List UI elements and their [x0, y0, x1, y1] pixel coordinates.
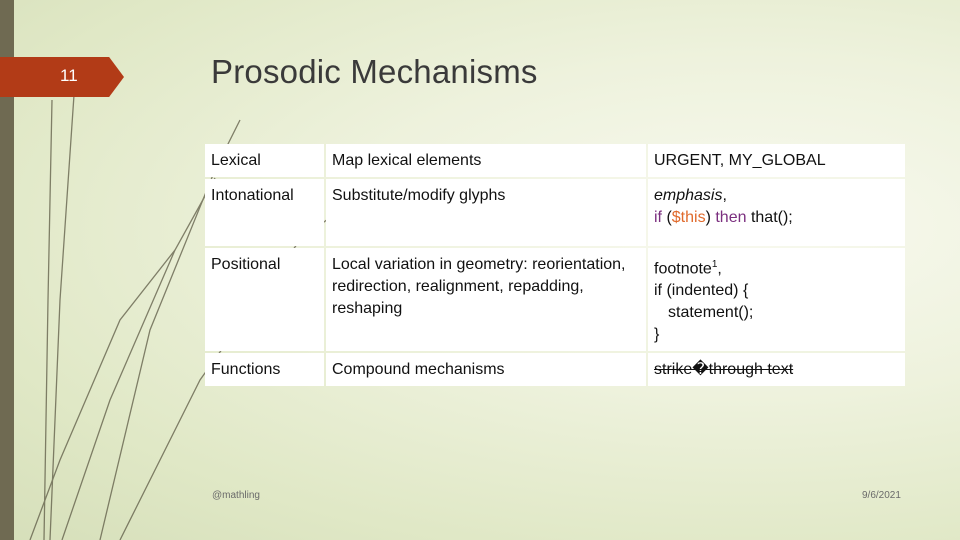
table-row	[205, 144, 905, 177]
code-paren-close: )	[705, 209, 716, 226]
mechanism-example	[648, 353, 905, 386]
footer-author: @mathling	[212, 490, 260, 501]
code-line-indented: statement();	[668, 304, 754, 322]
mechanism-name: Positional	[205, 248, 324, 351]
mechanism-name: Intonational	[205, 179, 324, 246]
footer-date: 9/6/2021	[862, 490, 901, 501]
code-paren-open: (	[662, 209, 672, 226]
code-keyword-if: if	[654, 209, 662, 226]
mechanism-name: Functions	[205, 353, 324, 386]
mechanisms-table	[203, 142, 907, 388]
mechanism-name: Lexical	[205, 144, 324, 177]
comma: ,	[717, 260, 722, 278]
emphasis-example: emphasis	[654, 187, 723, 204]
strikethrough-example: strike�through text	[654, 361, 794, 379]
code-rest: that();	[746, 209, 793, 226]
mechanism-description: Substitute/modify glyphs	[326, 179, 646, 246]
slide-title: Prosodic Mechanisms	[211, 53, 538, 90]
mechanism-example	[648, 248, 905, 351]
slide-number: 11	[60, 66, 78, 85]
footnote-word: footnote	[654, 260, 712, 278]
code-keyword-then: then	[715, 209, 747, 226]
mechanism-description: Local variation in geometry: reorientation, redirection, realignment, repadding, reshaping	[326, 248, 646, 351]
mechanism-description: Map lexical elements	[326, 144, 646, 177]
table-row	[205, 248, 905, 351]
mechanism-example	[648, 179, 905, 246]
table-row	[205, 353, 905, 386]
code-line: }	[654, 326, 660, 344]
mechanism-example: URGENT, MY_GLOBAL	[648, 144, 905, 177]
table-row	[205, 179, 905, 246]
comma: ,	[722, 187, 727, 204]
footnote-mark: 1	[711, 259, 718, 270]
mechanism-description: Compound mechanisms	[326, 353, 646, 386]
code-variable: $this	[671, 209, 706, 226]
code-line: if (indented) {	[654, 282, 749, 300]
